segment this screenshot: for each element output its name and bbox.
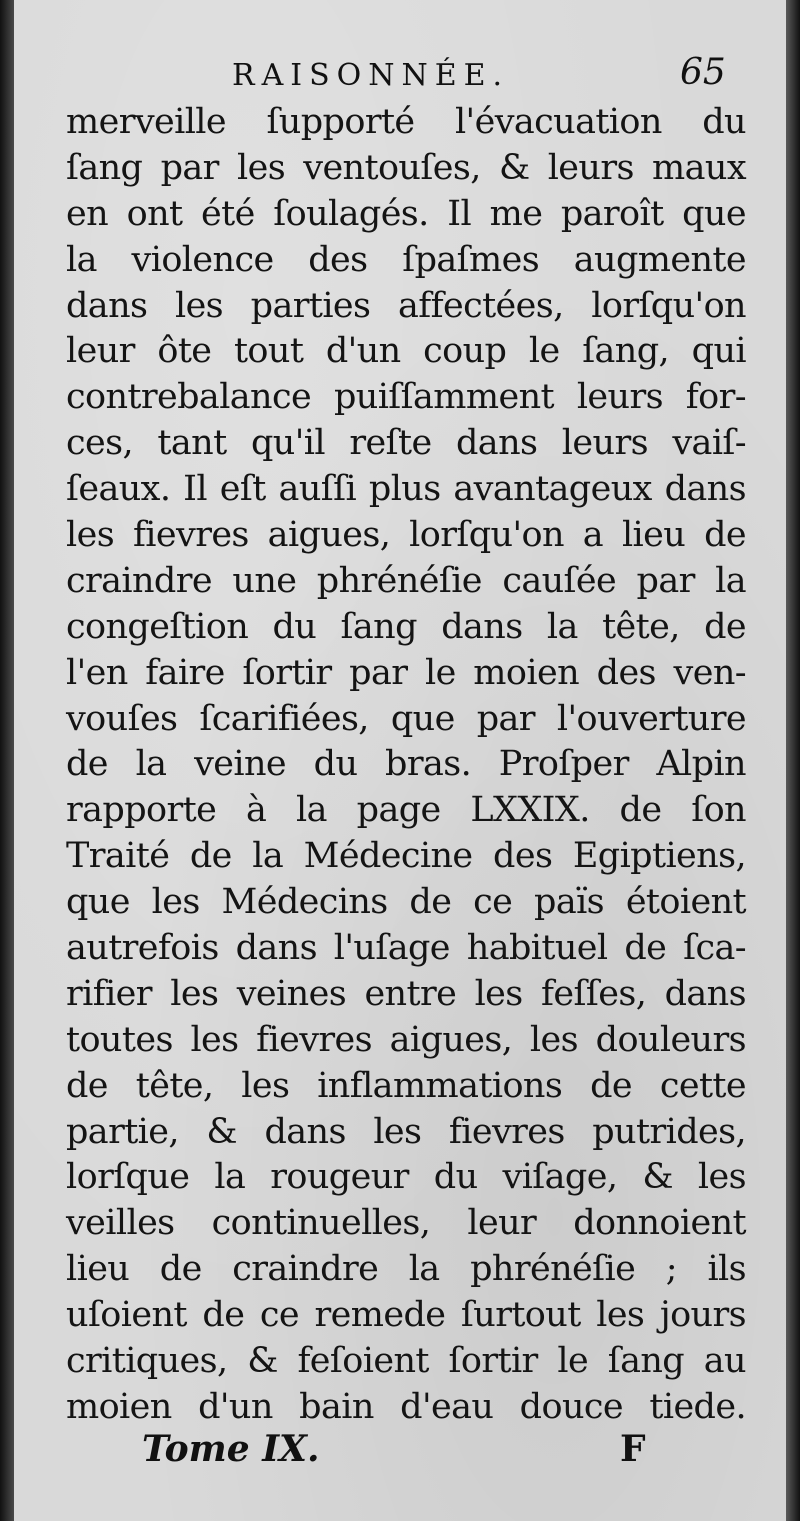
text-line: ſang par les ventouſes, & leurs maux: [66, 147, 746, 188]
text-line: Traité de la Médecine des Egiptiens,: [66, 836, 746, 877]
text-line: congeſtion du ſang dans la tête, de: [66, 606, 746, 647]
text-line: toutes les fievres aigues, les douleurs: [66, 1019, 746, 1060]
text-line: lieu de craindre la phrénéſie ; ils: [66, 1249, 746, 1290]
text-line: contrebalance puiſſamment leurs for-: [66, 377, 746, 418]
text-line: leur ôte tout d'un coup le ſang, qui: [66, 331, 746, 372]
page-edge-left: [0, 0, 14, 1521]
text-line: dans les parties affectées, lorſqu'on: [66, 285, 746, 326]
text-line: rifier les veines entre les feſſes, dans: [66, 973, 746, 1014]
text-line: merveille ſupporté l'évacuation du: [66, 102, 746, 142]
text-line: critiques, & feſoient ſortir le ſang au: [66, 1341, 746, 1382]
text-line: en ont été ſoulagés. Il me paroît que: [66, 193, 746, 234]
text-line: partie, & dans les fievres putrides,: [66, 1111, 746, 1152]
page-footer: [14, 1420, 786, 1480]
text-line: moien d'un bain d'eau douce tiede.: [66, 1386, 746, 1427]
volume-signature: Tome IX.: [142, 1428, 320, 1470]
running-head: RAISONNÉE.: [232, 58, 510, 93]
page-number: 65: [680, 52, 726, 93]
text-line: ces, tant qu'il reſte dans leurs vaiſ-: [66, 423, 746, 464]
text-line: ſeaux. Il eſt auſſi plus avantageux dans: [66, 469, 746, 510]
text-line: veilles continuelles, leur donnoient: [66, 1203, 746, 1244]
text-line: lorſque la rougeur du viſage, & les: [66, 1157, 746, 1198]
gathering-signature: F: [620, 1428, 646, 1470]
text-line: autrefois dans l'uſage habituel de ſca-: [66, 928, 746, 969]
text-line: uſoient de ce remede ſurtout les jours: [66, 1295, 746, 1336]
text-line: les fievres aigues, lorſqu'on a lieu de: [66, 515, 746, 556]
body-text: [66, 100, 746, 1431]
text-line: la violence des ſpaſmes augmente: [66, 239, 746, 280]
text-line: vouſes ſcarifiées, que par l'ouverture: [66, 698, 746, 739]
page-edge-right: [786, 0, 800, 1521]
text-line: rapporte à la page LXXIX. de ſon: [66, 790, 746, 831]
text-line: craindre une phrénéſie cauſée par la: [66, 560, 746, 601]
text-line: l'en faire ſortir par le moien des ven-: [66, 652, 746, 693]
text-line: de la veine du bras. Proſper Alpin: [66, 744, 746, 785]
page-header: [14, 52, 786, 102]
text-line: que les Médecins de ce païs étoient: [66, 882, 746, 923]
book-page: [14, 0, 786, 1521]
text-line: de tête, les inflammations de cette: [66, 1065, 746, 1106]
